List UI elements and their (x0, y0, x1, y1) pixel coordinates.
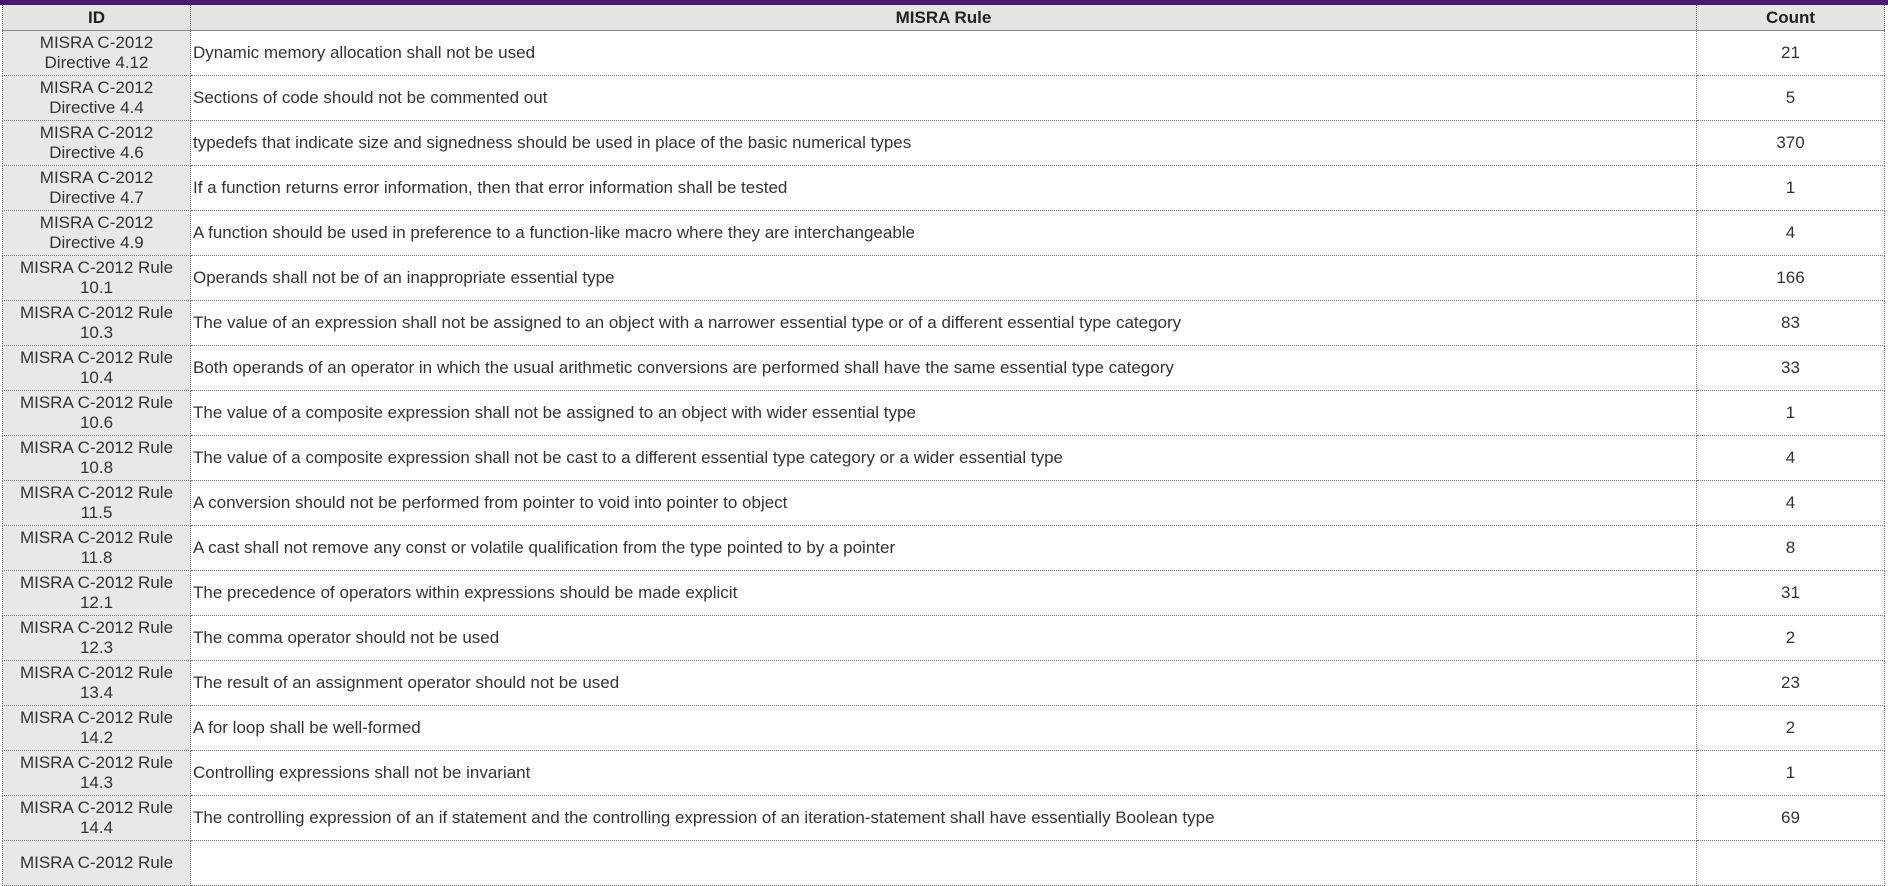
table-row (3, 436, 1885, 481)
table-row (3, 121, 1885, 166)
rule-id-cell: MISRA C-2012 Rule 14.4 (3, 796, 191, 841)
rule-id-cell: MISRA C-2012 Directive 4.12 (3, 31, 191, 76)
rule-description-cell: The value of a composite expression shall not be assigned to an object with wider essential type (191, 391, 1697, 436)
rule-description-cell: A conversion should not be performed from pointer to void into pointer to object (191, 481, 1697, 526)
table-row (3, 31, 1885, 76)
rule-description-cell: The comma operator should not be used (191, 616, 1697, 661)
rule-description-cell: Operands shall not be of an inappropriate essential type (191, 256, 1697, 301)
rule-id-cell: MISRA C-2012 Rule 14.3 (3, 751, 191, 796)
violation-count-cell: 5 (1697, 76, 1885, 121)
rule-description-cell: The result of an assignment operator should not be used (191, 661, 1697, 706)
column-header-count[interactable]: Count (1697, 5, 1885, 31)
rule-id-cell: MISRA C-2012 Rule 12.3 (3, 616, 191, 661)
column-header-id[interactable]: ID (3, 5, 191, 31)
rule-description-cell: A function should be used in preference to a function-like macro where they are interchangeable (191, 211, 1697, 256)
violation-count-cell: 370 (1697, 121, 1885, 166)
violation-count-cell: 2 (1697, 706, 1885, 751)
rule-description-cell: The precedence of operators within expressions should be made explicit (191, 571, 1697, 616)
table-row (3, 526, 1885, 571)
rule-description-cell: typedefs that indicate size and signedness should be used in place of the basic numerical types (191, 121, 1697, 166)
rule-description-cell: Sections of code should not be commented out (191, 76, 1697, 121)
rule-id-cell: MISRA C-2012 Rule 12.1 (3, 571, 191, 616)
table-row (3, 481, 1885, 526)
violation-count-cell: 1 (1697, 166, 1885, 211)
violation-count-cell: 23 (1697, 661, 1885, 706)
table-row (3, 841, 1885, 886)
column-header-rule[interactable]: MISRA Rule (191, 5, 1697, 31)
rule-id-cell: MISRA C-2012 Directive 4.6 (3, 121, 191, 166)
rule-description-cell (191, 841, 1697, 886)
table-row (3, 751, 1885, 796)
table-row (3, 301, 1885, 346)
rule-id-cell: MISRA C-2012 Rule 11.5 (3, 481, 191, 526)
violation-count-cell: 4 (1697, 481, 1885, 526)
violation-count-cell: 69 (1697, 796, 1885, 841)
violation-count-cell: 31 (1697, 571, 1885, 616)
rule-id-cell: MISRA C-2012 Rule 14.2 (3, 706, 191, 751)
rule-id-cell: MISRA C-2012 Directive 4.9 (3, 211, 191, 256)
rule-id-cell: MISRA C-2012 Rule 11.8 (3, 526, 191, 571)
rule-id-cell: MISRA C-2012 Directive 4.7 (3, 166, 191, 211)
table-row (3, 796, 1885, 841)
rule-description-cell: Both operands of an operator in which the usual arithmetic conversions are performed shall have the same essential type category (191, 346, 1697, 391)
table-row (3, 391, 1885, 436)
violation-count-cell (1697, 841, 1885, 886)
table-row (3, 571, 1885, 616)
table-row (3, 76, 1885, 121)
rule-description-cell: The value of an expression shall not be assigned to an object with a narrower essential type or of a different essential type category (191, 301, 1697, 346)
table-row (3, 661, 1885, 706)
rule-description-cell: The controlling expression of an if statement and the controlling expression of an iteration-statement shall have essentially Boolean type (191, 796, 1697, 841)
table-row (3, 211, 1885, 256)
rule-description-cell: The value of a composite expression shall not be cast to a different essential type category or a wider essential type (191, 436, 1697, 481)
misra-violations-table (2, 5, 1885, 886)
rule-description-cell: A for loop shall be well-formed (191, 706, 1697, 751)
rule-id-cell: MISRA C-2012 Rule 10.4 (3, 346, 191, 391)
table-row (3, 166, 1885, 211)
rule-description-cell: Dynamic memory allocation shall not be used (191, 31, 1697, 76)
violation-count-cell: 21 (1697, 31, 1885, 76)
table-row (3, 616, 1885, 661)
rule-description-cell: If a function returns error information, then that error information shall be tested (191, 166, 1697, 211)
violation-count-cell: 1 (1697, 751, 1885, 796)
violation-count-cell: 83 (1697, 301, 1885, 346)
violation-count-cell: 8 (1697, 526, 1885, 571)
rule-id-cell: MISRA C-2012 Rule 10.8 (3, 436, 191, 481)
violation-count-cell: 4 (1697, 211, 1885, 256)
violation-count-cell: 33 (1697, 346, 1885, 391)
table-row (3, 256, 1885, 301)
table-body (3, 31, 1885, 886)
rule-id-cell: MISRA C-2012 Rule 10.3 (3, 301, 191, 346)
violation-count-cell: 166 (1697, 256, 1885, 301)
violation-count-cell: 4 (1697, 436, 1885, 481)
rule-id-cell: MISRA C-2012 Directive 4.4 (3, 76, 191, 121)
table-row (3, 706, 1885, 751)
rule-description-cell: Controlling expressions shall not be invariant (191, 751, 1697, 796)
violation-count-cell: 1 (1697, 391, 1885, 436)
table-header-row (3, 5, 1885, 31)
rule-id-cell: MISRA C-2012 Rule (3, 841, 191, 886)
rule-description-cell: A cast shall not remove any const or volatile qualification from the type pointed to by a pointer (191, 526, 1697, 571)
rule-id-cell: MISRA C-2012 Rule 10.1 (3, 256, 191, 301)
rule-id-cell: MISRA C-2012 Rule 10.6 (3, 391, 191, 436)
table-row (3, 346, 1885, 391)
rule-id-cell: MISRA C-2012 Rule 13.4 (3, 661, 191, 706)
violation-count-cell: 2 (1697, 616, 1885, 661)
